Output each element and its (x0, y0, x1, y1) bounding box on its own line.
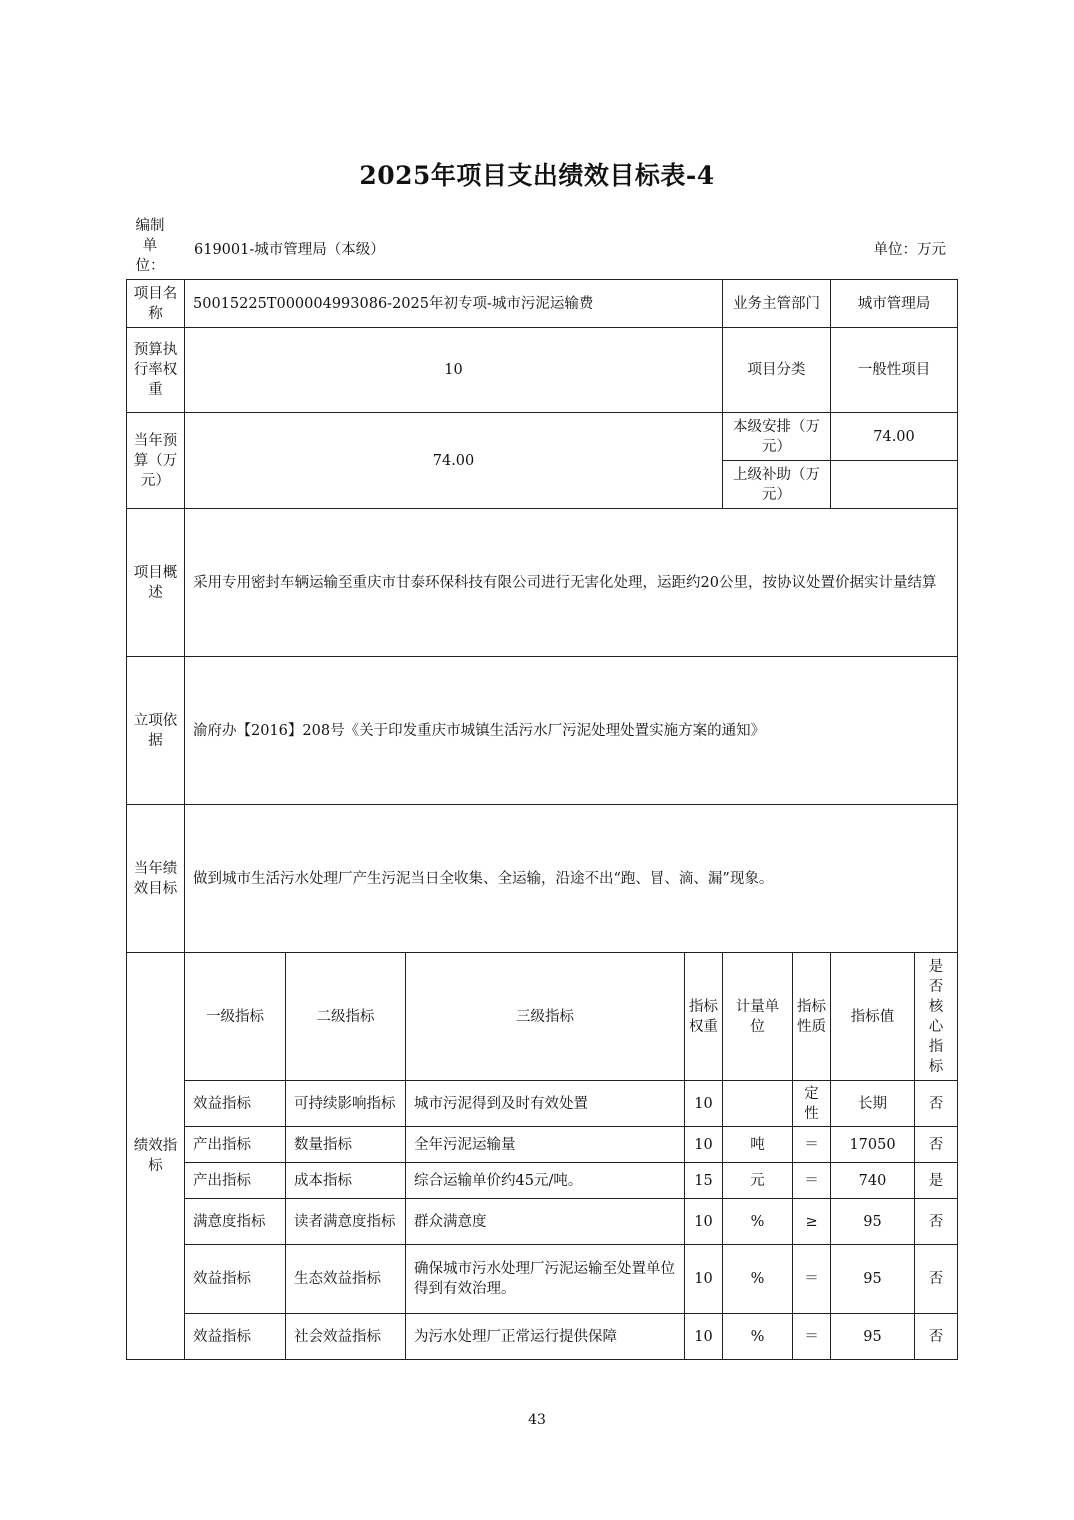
cell-weight: 10 (685, 1245, 723, 1314)
cell-value: 740 (831, 1163, 915, 1199)
budget-value: 74.00 (185, 413, 723, 509)
cell-weight: 15 (685, 1163, 723, 1199)
basis-label: 立项依据 (127, 657, 185, 805)
cell-value: 17050 (831, 1127, 915, 1163)
subsidy-label: 上级补助（万元） (723, 461, 831, 509)
cell-weight: 10 (685, 1127, 723, 1163)
cell-value: 95 (831, 1199, 915, 1245)
project-name: 50015225T000004993086-2025年初专项-城市污泥运输费 (185, 280, 723, 328)
cell-level1: 效益指标 (185, 1245, 286, 1314)
header-level1: 一级指标 (185, 953, 286, 1081)
cell-level1: 产出指标 (185, 1163, 286, 1199)
cell-core: 否 (915, 1314, 958, 1360)
cell-level3: 综合运输单价约45元/吨。 (406, 1163, 685, 1199)
cell-level2: 社会效益指标 (286, 1314, 406, 1360)
basis-text: 渝府办【2016】208号《关于印发重庆市城镇生活污水厂污泥处理处置实施方案的通知》 (185, 657, 958, 805)
cell-level3: 城市污泥得到及时有效处置 (406, 1081, 685, 1127)
cell-weight: 10 (685, 1314, 723, 1360)
cell-level2: 成本指标 (286, 1163, 406, 1199)
cell-level1: 效益指标 (185, 1314, 286, 1360)
cell-nature: ＝ (793, 1245, 831, 1314)
cell-core: 否 (915, 1127, 958, 1163)
table-row (127, 1314, 958, 1360)
local-label: 本级安排（万元） (723, 413, 831, 461)
cell-core: 否 (915, 1199, 958, 1245)
cell-nature: ≥ (793, 1199, 831, 1245)
cell-level2: 数量指标 (286, 1127, 406, 1163)
header-level3: 三级指标 (406, 953, 685, 1081)
cell-unit: % (723, 1245, 793, 1314)
goal-label: 当年绩效目标 (127, 805, 185, 953)
cell-value: 95 (831, 1245, 915, 1314)
table-row (127, 1127, 958, 1163)
weight-label: 预算执行率权重 (127, 328, 185, 413)
cell-level3: 为污水处理厂正常运行提供保障 (406, 1314, 685, 1360)
cell-value: 长期 (831, 1081, 915, 1127)
cell-level3: 确保城市污水处理厂污泥运输至处置单位得到有效治理。 (406, 1245, 685, 1314)
project-name-label: 项目名称 (127, 280, 185, 328)
header-level2: 二级指标 (286, 953, 406, 1081)
overview-text: 采用专用密封车辆运输至重庆市甘泰环保科技有限公司进行无害化处理，运距约20公里，按协议处置价据实计量结算 (185, 509, 958, 657)
header-core: 是否核心指标 (915, 953, 958, 1081)
cell-weight: 10 (685, 1199, 723, 1245)
weight-value: 10 (185, 328, 723, 413)
currency-unit: 单位：万元 (873, 242, 946, 258)
cell-level1: 效益指标 (185, 1081, 286, 1127)
table-row (127, 1199, 958, 1245)
page-title: 2025年项目支出绩效目标表-4 (359, 161, 715, 190)
cell-level1: 满意度指标 (185, 1199, 286, 1245)
subsidy-value (831, 461, 958, 509)
cell-unit (723, 1081, 793, 1127)
cell-value: 95 (831, 1314, 915, 1360)
cell-level2: 读者满意度指标 (286, 1199, 406, 1245)
cell-level2: 可持续影响指标 (286, 1081, 406, 1127)
table-row (127, 1081, 958, 1127)
cell-unit: % (723, 1199, 793, 1245)
cell-weight: 10 (685, 1081, 723, 1127)
cell-core: 否 (915, 1245, 958, 1314)
category-label: 项目分类 (723, 328, 831, 413)
local-value: 74.00 (831, 413, 958, 461)
header-nature: 指标性质 (793, 953, 831, 1081)
dept-label: 业务主管部门 (723, 280, 831, 328)
cell-core: 是 (915, 1163, 958, 1199)
indicators-label: 绩效指标 (127, 953, 185, 1360)
header-weight: 指标权重 (685, 953, 723, 1081)
cell-level3: 群众满意度 (406, 1199, 685, 1245)
performance-table (126, 279, 958, 1360)
budget-label: 当年预算（万元） (127, 413, 185, 509)
cell-nature: ＝ (793, 1163, 831, 1199)
cell-unit: 元 (723, 1163, 793, 1199)
unit-label: 编制单位： (135, 218, 165, 274)
cell-nature: 定性 (793, 1081, 831, 1127)
overview-label: 项目概述 (127, 509, 185, 657)
cell-unit: % (723, 1314, 793, 1360)
dept-value: 城市管理局 (831, 280, 958, 328)
cell-nature: ＝ (793, 1314, 831, 1360)
unit-name: 619001-城市管理局（本级） (194, 242, 385, 258)
header-unit: 计量单位 (723, 953, 793, 1081)
table-row (127, 1245, 958, 1314)
cell-nature: ＝ (793, 1127, 831, 1163)
header-value: 指标值 (831, 953, 915, 1081)
cell-level3: 全年污泥运输量 (406, 1127, 685, 1163)
page-number: 43 (528, 1412, 546, 1428)
table-row (127, 1163, 958, 1199)
cell-core: 否 (915, 1081, 958, 1127)
category-value: 一般性项目 (831, 328, 958, 413)
goal-text: 做到城市生活污水处理厂产生污泥当日全收集、全运输，沿途不出“跑、冒、滴、漏”现象。 (185, 805, 958, 953)
cell-unit: 吨 (723, 1127, 793, 1163)
cell-level2: 生态效益指标 (286, 1245, 406, 1314)
cell-level1: 产出指标 (185, 1127, 286, 1163)
